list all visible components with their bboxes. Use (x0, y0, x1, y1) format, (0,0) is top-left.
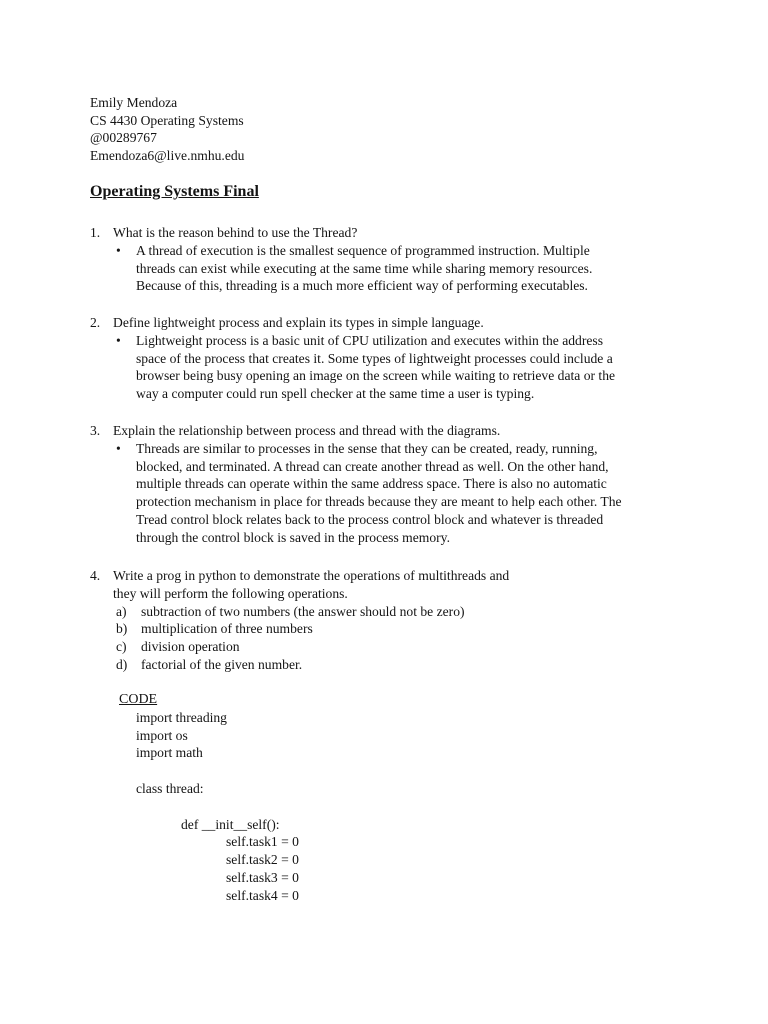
bullet-icon: • (116, 440, 121, 456)
code-blank-line (119, 798, 299, 816)
code-block (119, 691, 299, 905)
question-text: What is the reason behind to use the Thread? (113, 225, 358, 240)
list-item (90, 603, 690, 621)
question-prompt (90, 224, 690, 242)
code-line: self.task1 = 0 (226, 834, 299, 850)
code-line: import math (136, 745, 203, 761)
question-prompt (90, 422, 690, 440)
code-line: self.task3 = 0 (226, 869, 299, 885)
list-item-label: b) (116, 621, 128, 637)
list-item-text: division operation (141, 639, 240, 655)
answer-line: Tread control block relates back to the process control block and whatever is threaded (136, 511, 604, 527)
author-name: Emily Mendoza (90, 95, 178, 110)
question-number: 2. (90, 315, 101, 330)
answer-line: blocked, and terminated. A thread can create another thread as well. On the other hand, (136, 458, 609, 474)
answer-line: Threads are similar to processes in the sense that they can be created, ready, running, (136, 440, 598, 456)
answer-line: multiple threads can operate within the same address space. There is also no automatic (136, 476, 607, 492)
author-header (90, 94, 244, 164)
question-text-continued: they will perform the following operations. (113, 585, 348, 601)
code-line: self.task4 = 0 (226, 887, 299, 903)
question-3 (90, 422, 690, 547)
question-1 (90, 224, 690, 295)
list-item (90, 638, 690, 656)
code-line: self.task2 = 0 (226, 852, 299, 868)
list-item-label: a) (116, 603, 127, 619)
list-item (90, 620, 690, 638)
student-id: @00289767 (90, 130, 157, 146)
list-item-label: d) (116, 656, 128, 672)
question-text: Explain the relationship between process and thread with the diagrams. (113, 423, 501, 438)
question-number: 1. (90, 225, 101, 240)
code-line: def __init__self(): (181, 816, 280, 832)
question-2 (90, 314, 690, 403)
list-item-text: factorial of the given number. (141, 656, 303, 672)
question-number: 3. (90, 423, 101, 438)
question-prompt (90, 567, 690, 585)
answer-line: A thread of execution is the smallest sequence of programmed instruction. Multiple (136, 242, 590, 258)
question-number: 4. (90, 568, 101, 583)
answer-bullet (90, 332, 690, 403)
answer-line: Because of this, threading is a much more efficient way of performing executables. (136, 278, 588, 294)
question-prompt (90, 314, 690, 332)
answer-line: browser being busy opening an image on the screen while waiting to retrieve data or the (136, 368, 616, 384)
answer-line: through the control block is saved in the process memory. (136, 529, 450, 545)
question-text: Define lightweight process and explain its types in simple language. (113, 315, 484, 330)
document-title: Operating Systems Final (90, 183, 259, 200)
code-line: import threading (136, 709, 227, 725)
answer-line: space of the process that creates it. Some types of lightweight processes could include a (136, 350, 613, 366)
question-text: Write a prog in python to demonstrate the operations of multithreads and (113, 568, 510, 583)
answer-bullet (90, 440, 690, 547)
answer-line: Lightweight process is a basic unit of CPU utilization and executes within the address (136, 332, 603, 348)
list-item-label: c) (116, 639, 127, 655)
answer-line: way a computer could run spell checker at the same time a user is typing. (136, 386, 535, 402)
code-heading: CODE (119, 692, 158, 707)
code-line: import os (136, 727, 188, 743)
list-item (90, 656, 690, 674)
author-email: Emendoza6@live.nmhu.edu (90, 147, 245, 163)
answer-line: protection mechanism in place for threads because they are meant to help each other. The (136, 494, 622, 510)
list-item-text: multiplication of three numbers (141, 621, 313, 637)
code-line: class thread: (136, 780, 204, 796)
bullet-icon: • (116, 332, 121, 348)
answer-bullet (90, 242, 690, 295)
course-name: CS 4430 Operating Systems (90, 112, 244, 128)
question-4 (90, 567, 690, 674)
bullet-icon: • (116, 242, 121, 258)
answer-line: threads can exist while executing at the same time while sharing memory resources. (136, 260, 593, 276)
operations-list (90, 603, 690, 674)
list-item-text: subtraction of two numbers (the answer should not be zero) (141, 603, 465, 619)
code-blank-line (119, 762, 299, 780)
